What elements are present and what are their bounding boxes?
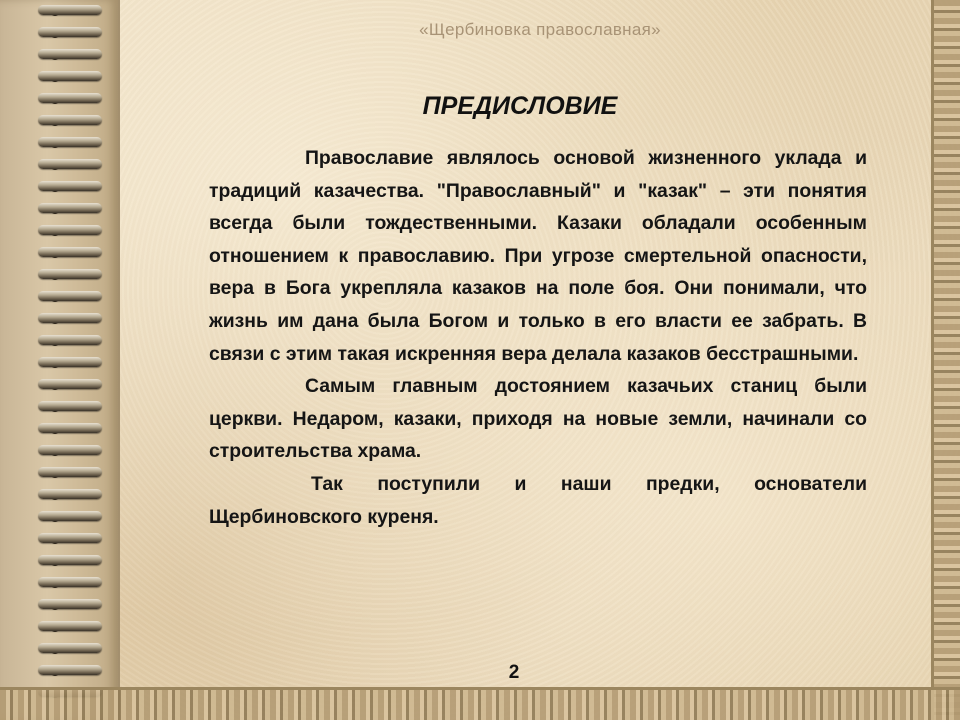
- spiral-ring: [38, 643, 102, 653]
- paragraph-2: Самым главным достоянием казачьих станиц были церкви. Недаром, казаки, приходя на новые земли, начинали со строительства храма.: [209, 375, 867, 463]
- paragraph-3: Так поступили и наши предки, основатели Щербиновского куреня.: [209, 472, 867, 528]
- spiral-ring: [38, 203, 102, 213]
- spiral-ring: [38, 5, 102, 15]
- slide-body: [209, 142, 867, 533]
- spiral-ring: [38, 137, 102, 147]
- spiral-ring: [38, 621, 102, 631]
- spiral-ring: [38, 423, 102, 433]
- spiral-ring: [38, 181, 102, 191]
- spiral-ring: [38, 49, 102, 59]
- paragraph-1: Православие являлось основой жизненного уклада и традиций казачества. "Православный" и "казак" – эти понятия всегда были тождественными. Казаки обладали особенным отношением к православию. При угрозе смертельной опасности, вера в Бога укрепляла казаков на поле боя. Они понимали, что жизнь им дана была Богом и только в его власти ее забрать. В связи с этим такая искренняя вера делала казаков бесстрашными.: [209, 147, 867, 365]
- slide-title: ПРЕДИСЛОВИЕ: [422, 92, 618, 120]
- spiral-ring: [38, 313, 102, 323]
- spiral-ring: [38, 467, 102, 477]
- spiral-ring: [38, 599, 102, 609]
- spiral-ring: [38, 71, 102, 81]
- spiral-ring: [38, 533, 102, 543]
- spiral-ring: [38, 379, 102, 389]
- spiral-ring: [38, 27, 102, 37]
- spiral-ring: [38, 445, 102, 455]
- spiral-ring: [38, 335, 102, 345]
- decorative-border-bottom: [0, 690, 960, 720]
- spiral-ring: [38, 489, 102, 499]
- page-number: 2: [508, 662, 520, 683]
- decorative-border-right: [934, 0, 960, 720]
- spiral-ring: [38, 269, 102, 279]
- spiral-ring: [38, 401, 102, 411]
- spiral-ring: [38, 225, 102, 235]
- spiral-ring: [38, 577, 102, 587]
- spiral-ring: [38, 115, 102, 125]
- slide-header: «Щербиновка православная»: [419, 20, 661, 39]
- spiral-ring: [38, 555, 102, 565]
- spiral-ring: [38, 511, 102, 521]
- spiral-ring: [38, 665, 102, 675]
- spiral-ring: [38, 93, 102, 103]
- spiral-ring: [38, 291, 102, 301]
- spiral-ring: [38, 357, 102, 367]
- spiral-ring: [38, 247, 102, 257]
- spiral-ring: [38, 159, 102, 169]
- spiral-binding: [0, 0, 120, 720]
